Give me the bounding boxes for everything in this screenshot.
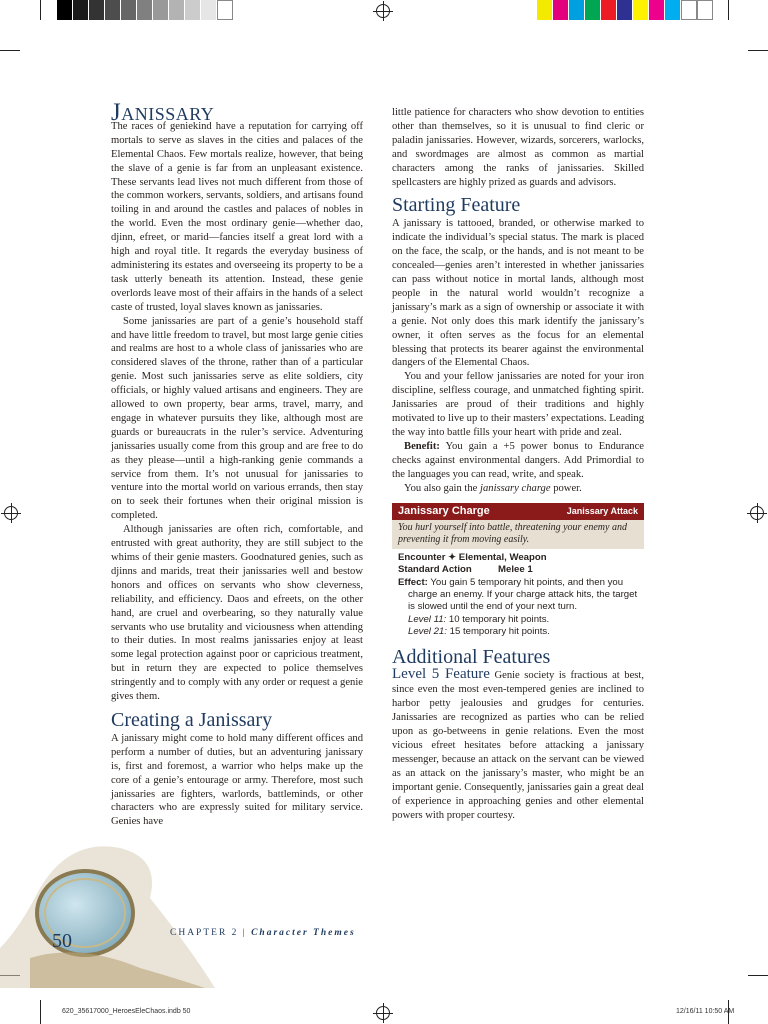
color-swatch <box>121 0 137 20</box>
level-21-text: 15 temporary hit points. <box>446 626 550 638</box>
section-heading-additional: Additional Features <box>392 645 551 668</box>
body-paragraph: A janissary is tattooed, branded, or otherwise marked to indicate the individual’s special status. The mark is placed on the face, the scalp, or the hands, and is not meant to be concealed—genies aren’t interested in whether janissaries can pass without notice in mortal lands, although most people in the natural world wouldn’t recognize a janissary’s mark as a sign of ownership or associate it with a genie. Not only does this mark identify the janissary’s owner, it often serves as the focus for an elemental blessing that protects its bearer against the environmental dangers of the Elemental Chaos. <box>392 218 644 369</box>
power-action-row <box>398 564 638 576</box>
power-level-21 <box>398 626 638 638</box>
page-number: 50 <box>52 930 72 952</box>
crop-mark <box>0 50 20 51</box>
power-header <box>392 503 644 519</box>
color-swatch <box>137 0 153 20</box>
body-paragraph: A janissary might come to hold many different offices and perform a number of duties, but an adventuring janissary is, first and foremost, a warrior who helps make up the core of a genie’s entourage or army. Therefore, most such janissaries are fighters, warlords, battleminds, or other characters who are expressly suited for military service. Genies have <box>111 732 363 828</box>
registration-mark-icon <box>4 506 18 520</box>
power-type: Janissary Attack <box>566 506 638 517</box>
power-flavor-text: You hurl yourself into battle, threatening your enemy and preventing it from moving easily. <box>392 520 644 549</box>
chapter-label: CHAPTER 2 <box>170 928 239 938</box>
footer-separator: | <box>238 928 252 938</box>
color-swatch <box>665 0 681 20</box>
crop-mark <box>40 0 41 20</box>
right-column <box>392 106 644 822</box>
color-swatch <box>201 0 217 20</box>
color-swatch <box>585 0 601 20</box>
color-swatch <box>57 0 73 20</box>
power-effect <box>398 577 638 614</box>
section-heading-starting: Starting Feature <box>392 194 521 217</box>
body-paragraph: You and your fellow janissaries are noted for your iron discipline, selfless courage, and unmatched fighting spirit. Janissaries are proud of their traditions and highly motivated to live up to their masters’ expectations. Leading the way into battle fills your heart with pride and zeal. <box>392 371 644 438</box>
color-swatch <box>89 0 105 20</box>
color-swatch <box>697 0 713 20</box>
color-swatch <box>169 0 185 20</box>
power-name: Janissary Charge <box>398 505 490 518</box>
power-block <box>392 503 644 638</box>
running-footer <box>170 928 356 938</box>
color-swatch <box>681 0 697 20</box>
body-paragraph: Although janissaries are often rich, comfortable, and entrusted with great authority, they are still subject to the whims of their genie masters. Goodnatured genies, such as djinns and marids, treat their janissaries well and bestow honors and offices on servants who show cleverness, reliability, and efficiency. Daos and efreets, on the other hand, are cruel and overbearing, so they naturally value servants who use brutality and viciousness when attending to their duties. In most realms janissaries enjoy at least some legal protection against poor or capricious treatment, but in return they are expected to police themselves stringently and to comply with any order or request a genie gives them. <box>111 524 363 703</box>
crop-mark <box>748 50 768 51</box>
color-swatch <box>153 0 169 20</box>
color-swatch <box>649 0 665 20</box>
color-swatch <box>569 0 585 20</box>
level-5-label: Level 5 Feature <box>392 666 490 683</box>
crop-mark <box>748 975 768 976</box>
benefit-text: You gain a +5 power bonus to Endurance checks against environmental dangers. Add Primordial to the languages you can read, write, and speak. <box>392 440 644 480</box>
color-swatch <box>537 0 553 20</box>
power-level-11 <box>398 614 638 626</box>
power-action: Standard Action <box>398 564 472 576</box>
power-reference: janissary charge <box>480 482 551 494</box>
grayscale-color-bar <box>57 0 233 20</box>
power-keywords: Encounter ✦ Elemental, Weapon <box>398 551 547 563</box>
registration-mark-icon <box>376 4 390 18</box>
also-gain-paragraph <box>392 482 644 496</box>
level-11-text: 10 temporary hit points. <box>446 613 550 625</box>
also-gain-suffix: power. <box>550 482 582 494</box>
power-body <box>392 549 644 639</box>
benefit-label: Benefit: <box>404 440 440 452</box>
intro-paragraph: The races of geniekind have a reputation for carrying off mortals to serve as slaves in the cities and palaces of the Elemental Chaos. Few mortals realize, however, that being the slave of a genie is far from an unpleasant existence. These servants lead lives not much different from those of the common workers, servants, soldiers, and artisans found toiling in and around the castles and palaces of nobles in the world. Even the most ordinary genie—whether dao, djinn, efreet, or marid—fancies itself a great lord with a high and royal title. It regards the everyday business of administering its estates and overseeing its property to be a task utterly beneath its attention. Instead, these genie overlords leave most of their affairs in the hands of a select caste of trusted, loyal slaves known as janissaries. <box>111 120 363 313</box>
color-swatch <box>105 0 121 20</box>
body-paragraph: Some janissaries are part of a genie’s household staff and have little freedom to travel, but most large genie cities and realms are host to a whole class of janissaries who are considered slaves of the throne, rather than of a particular genie. Most such janissaries serve as elite soldiers, city officials, or highly valued artisans and engineers. They are allowed to own property, bear arms, travel, marry, and engage in whatever pursuits they like, although most are guards or bureaucrats in the ruler’s service. Adventuring janissaries usually come from this group and are free to do as they please—until a high-ranking genie commands a service from them. It’s not unusual for janissaries to venture into the mortal world on various errands, then stay on to seek their fortunes when their original mission is completed. <box>111 315 363 522</box>
power-range: Melee 1 <box>498 564 533 576</box>
color-swatch <box>553 0 569 20</box>
page-title: Janissary <box>111 99 215 126</box>
registration-mark-icon <box>750 506 764 520</box>
slug-date: 12/16/11 10:50 AM <box>676 1008 735 1015</box>
color-swatch <box>185 0 201 20</box>
also-gain-prefix: You also gain the <box>404 482 481 494</box>
slug-file: 620_35617000_HeroesEleChaos.indb 50 <box>62 1008 191 1015</box>
level-21-label: Level 21: <box>408 626 447 638</box>
crop-mark <box>728 0 729 20</box>
color-swatch <box>601 0 617 20</box>
benefit-paragraph <box>392 440 644 482</box>
level-5-text: Genie society is fractious at best, since even the most even-tempered genies are inclined to harbor petty jealousies and grudges for centuries. Janissaries are recognized as parties who can be relied upon as go-betweens in genie relations. Even the most vicious efreet hesitates before attacking a janissary messenger, because an attack on the servant can be viewed as an attack on the janissary’s master, who might be an important genie. Consequently, janissaries gain a great deal of experience in approaching genies and other elemental powers with proper courtesy. <box>392 670 644 821</box>
section-heading-creating: Creating a Janissary <box>111 708 273 731</box>
color-swatch <box>633 0 649 20</box>
color-swatch <box>217 0 233 20</box>
level-11-label: Level 11: <box>408 613 447 625</box>
registration-mark-icon <box>376 1006 390 1020</box>
body-paragraph: little patience for characters who show devotion to entities other than themselves, so it is unusual to find cleric or paladin janissaries. However, wizards, sorcerers, warlocks, and swordmages are almost as common as martial characters among the ranks of janissaries. Skilled spellcasters are highly prized as guards and advisors. <box>392 107 644 188</box>
corner-ornament-icon <box>0 828 215 988</box>
level-5-paragraph <box>392 668 644 822</box>
crop-mark <box>40 1000 41 1024</box>
power-effect-text: You gain 5 temporary hit points, and then you charge an enemy. If your charge attack hits, the target is slowed until the end of your next turn. <box>408 576 638 613</box>
chapter-title: Character Themes <box>251 928 356 938</box>
process-color-bar <box>537 0 713 20</box>
power-effect-label: Effect: <box>398 576 428 588</box>
color-swatch <box>617 0 633 20</box>
left-column <box>111 99 363 829</box>
color-swatch <box>73 0 89 20</box>
